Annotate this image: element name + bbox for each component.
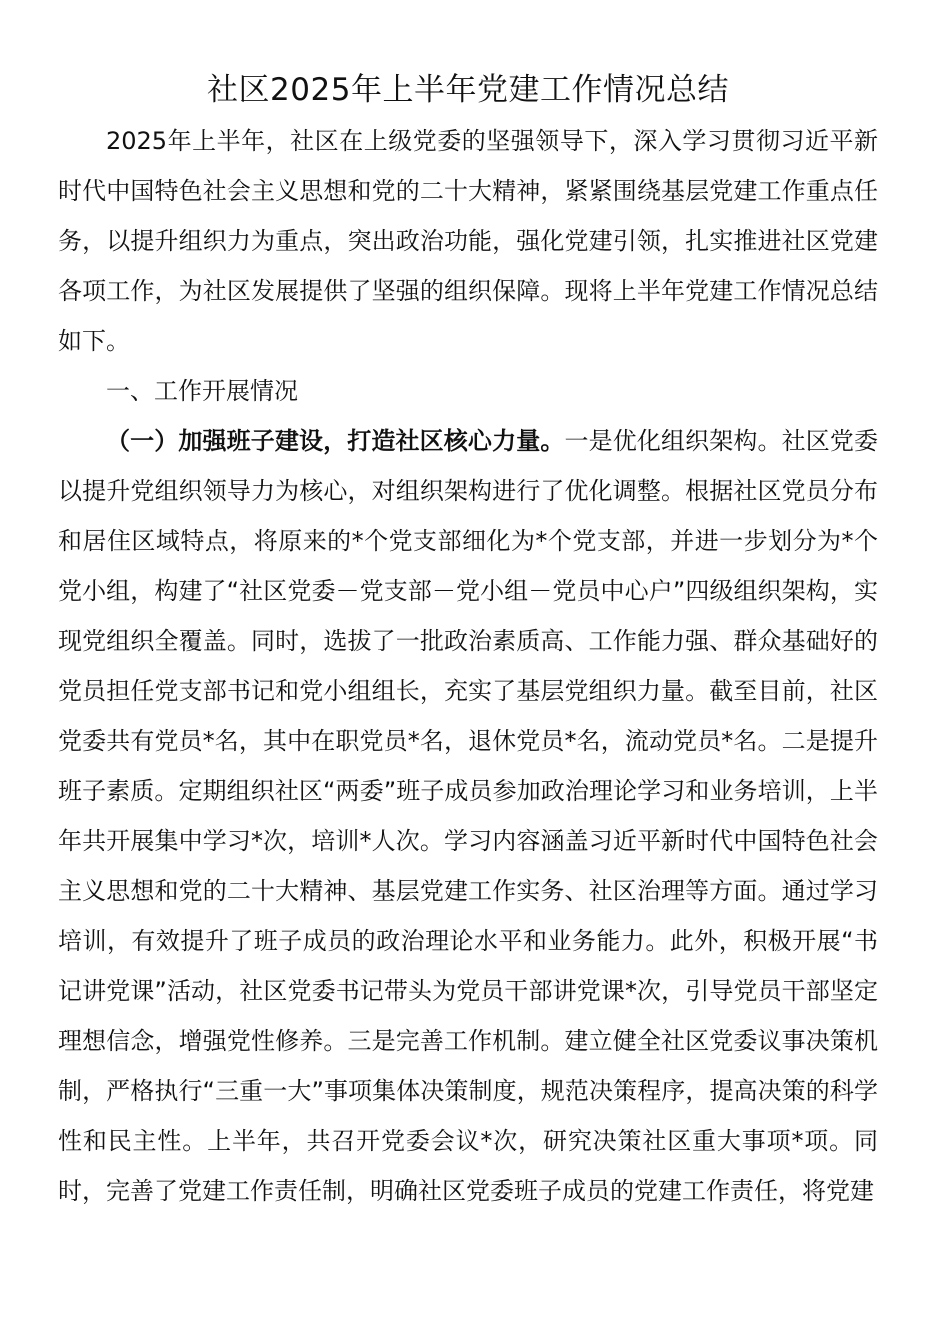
subsection-body: 一是优化组织架构。社区党委以提升党组织领导力为核心，对组织架构进行了优化调整。根据社区党员分布和居住区域特点，将原来的*个党支部细化为*个党支部，并进一步划分为*个党小组，构建了“社区党委－党支部－党小组－党员中心户”四级组织架构，实现党组织全覆盖。同时，选拔了一批政治素质高、工作能力强、群众基础好的党员担任党支部书记和党小组组长，充实了基层党组织力量。截至目前，社区党委共有党员*名，其中在职党员*名，退休党员*名，流动党员*名。二是提升班子素质。定期组织社区“两委”班子成员参加政治理论学习和业务培训，上半年共开展集中学习*次，培训*人次。学习内容涵盖习近平新时代中国特色社会主义思想和党的二十大精神、基层党建工作实务、社区治理等方面。通过学习培训，有效提升了班子成员的政治理论水平和业务能力。此外，积极开展“书记讲党课”活动，社区党委书记带头为党员干部讲党课*次，引导党员干部坚定理想信念，增强党性修养。三是完善工作机制。建立健全社区党委议事决策机制，严格执行“三重一大”事项集体决策制度，规范决策程序，提高决策的科学性和民主性。上半年，共召开党委会议*次，研究决策社区重大事项*项。同时，完善了党建工作责任制，明确社区党委班子成员的党建工作责任，将党建 [58,427,879,1205]
intro-paragraph: 2025年上半年，社区在上级党委的坚强领导下，深入学习贯彻习近平新时代中国特色社会主义思想和党的二十大精神，紧紧围绕基层党建工作重点任务，以提升组织力为重点，突出政治功能，强化党建引领，扎实推进社区党建各项工作，为社区发展提供了坚强的组织保障。现将上半年党建工作情况总结如下。 [58,127,878,355]
subsection-heading: （一）加强班子建设，打造社区核心力量。 [106,427,565,455]
document-page [58,0,878,1216]
document-title: 社区2025年上半年党建工作情况总结 [207,72,729,108]
section-heading: 一、工作开展情况 [106,377,298,405]
subsection-paragraph [58,416,878,1216]
